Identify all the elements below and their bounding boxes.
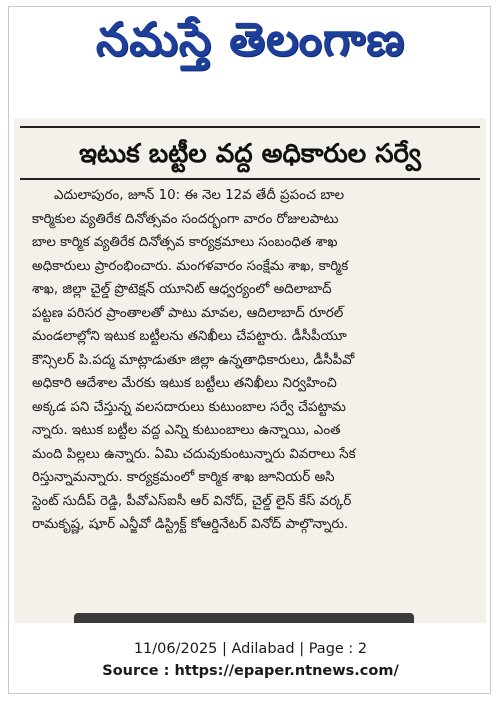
newspaper-logo: నమస్తే తెలంగాణ (95, 12, 406, 66)
headline-top-rule (20, 126, 480, 128)
article-line: న్నారు. ఇటుక బట్టీల వద్ద ఎన్ని కుటుంబాలు ఉన్నాయి, ఎంత (32, 423, 341, 438)
article-line: అధికారి ఆదేశాల మేరకు ఇటుక బట్టీలు తనిఖీలు నిర్వహించి (32, 376, 337, 391)
news-clipping (14, 118, 486, 623)
article-line: ఎదులాపురం, జూన్ 10: ఈ నెల 12వ తేదీ ప్రపంచ బాల (54, 188, 345, 203)
edition-info: 11/06/2025 | Adilabad | Page : 2 (133, 641, 368, 657)
article-line: అక్కడ పని చేస్తున్న వలసదారులు కుటుంబాల సర్వే చేపట్టామ (32, 399, 346, 415)
masthead (0, 4, 501, 86)
article-headline: ఇటుక బట్టీల వద్ద అధికారుల సర్వే (79, 139, 421, 169)
article-line: మండలాల్లోని ఇటుక బట్టీలను తనిఖీలు చేపట్టారు. డీసీపీయూ (32, 329, 347, 344)
next-article-headline-fragment (74, 613, 414, 623)
article-line: మంది పిల్లలు ఉన్నారు. ఏమి చదువుకుంటున్నారు వివరాలు సేక (32, 446, 356, 462)
article-line: కార్మికుల వ్యతిరేక దినోత్సవం సందర్భంగా వారం రోజులపాటు (32, 211, 339, 227)
article-line: కౌన్సిలర్ పి.పద్మ మాట్లాడుతూ జిల్లా ఉన్నతాధికారులు, డీసీపీవో (32, 352, 355, 368)
article-line: పట్టణ పరిసర ప్రాంతాలతో పాటు మావల, ఆదిలాబాద్ రూరల్ (32, 305, 344, 321)
article-line: బాల కార్మిక వ్యతిరేక దినోత్సవ కార్యక్రమాలు సంబంధిత శాఖ (32, 235, 338, 250)
article-line: రిస్తున్నామన్నారు. కార్యక్రమంలో కార్మిక శాఖ జూనియర్ అసి (32, 470, 335, 485)
article-line: శాఖ, జిల్లా చైల్డ్ ప్రొటెక్షన్ యూనిట్ ఆధ్వర్యంలో అదిలాబాద్ (32, 282, 332, 297)
article-line: అధికారులు ప్రారంభించారు. మంగళవారం సంక్షేమ శాఖ, కార్మిక (32, 258, 349, 274)
article-line: స్టెంట్ సుదీప్ రెడ్డి, పీవోఎస్ఐసీ ఆర్ వినోద్, చైల్డ్ లైన్ కేస్ వర్కర్ (32, 493, 352, 509)
article-body (32, 184, 472, 537)
clipping-footer (0, 638, 501, 682)
headline-bottom-rule (20, 178, 480, 180)
source-link[interactable]: Source : https://epaper.ntnews.com/ (102, 663, 399, 679)
article-line: రామకృష్ణ, షూర్ ఎన్జీవో డిస్ట్రిక్ట్ కోఆర్డినేటర్ వినోద్ పాల్గొన్నారు. (32, 517, 349, 532)
